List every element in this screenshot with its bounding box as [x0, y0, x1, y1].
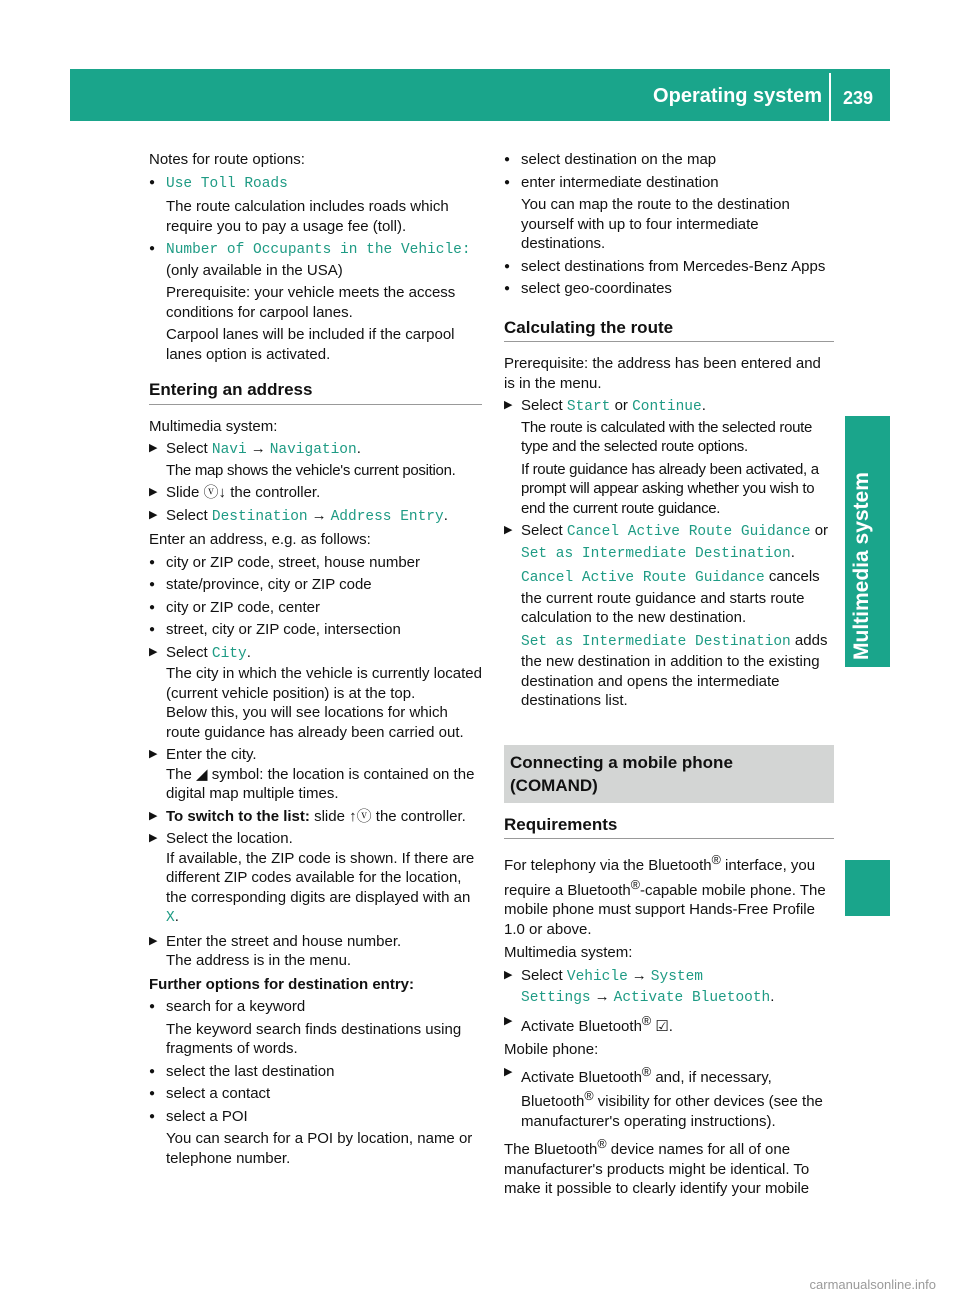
- menu-navigation: Navigation: [269, 442, 357, 458]
- option-note: (only available in the USA): [166, 261, 343, 279]
- option-use-toll-roads: Use Toll Roads: [166, 175, 288, 192]
- step-text: slide: [314, 807, 345, 825]
- step-text: visibility for other devices (see the manufacturer's operating instructions).: [521, 1093, 823, 1130]
- registered-mark: ®: [711, 853, 721, 867]
- controller-slide-down-icon: ⓥ↓: [203, 484, 227, 501]
- step-result: symbol: the location is contained on the digital map multiple times.: [166, 765, 475, 802]
- notes-title: Notes for route options:: [149, 151, 305, 168]
- list-item: [504, 173, 834, 254]
- heading-entering-an-address: Entering an address: [149, 380, 482, 405]
- menu-set-as-intermediate-destination: Set as Intermediate Destination: [521, 633, 791, 650]
- menu-system-settings: System Settings: [521, 968, 704, 1006]
- menu-activate-bluetooth: Activate Bluetooth: [613, 990, 771, 1006]
- menu-vehicle: Vehicle: [566, 968, 628, 985]
- step: ▶ Select the location. If available, the ZIP code is shown. If there are different ZIP codes available for the location, the corresponding digits are displayed with an X.: [149, 829, 482, 929]
- menu-set-as-intermediate-destination: Set as Intermediate Destination: [521, 545, 791, 562]
- multimedia-system-label: Multimedia system:: [504, 944, 633, 961]
- list-item: [149, 1107, 482, 1169]
- checkbox-checked-icon: ☑: [655, 1017, 669, 1035]
- step-text: Activate Bluetooth: [521, 1068, 642, 1086]
- menu-city: City: [211, 645, 247, 662]
- step: ▶ Select Cancel Active Route Guidance or Set as Intermediate Destination. Cancel Active Route Guidance cancels the current route guidance and starts route calculation to the new destination. Set as Intermediate Destination adds the new destination in addition to the existing destination and opens the intermediate destinations list.: [504, 521, 834, 711]
- list-item: ● city or ZIP code, center: [149, 598, 482, 618]
- step-text: or: [614, 397, 628, 414]
- registered-mark: ®: [641, 1013, 652, 1028]
- list-item: ● select a contact: [149, 1084, 482, 1104]
- step-result: The route is calculated with the selected route type and the selected route options.: [521, 418, 813, 455]
- paragraph-text: device names for all of one manufacturer's products might be identical. To make it possible to clearly identify your mobile: [504, 1141, 810, 1197]
- list-item: ● select the last destination: [149, 1062, 482, 1082]
- arrow-icon: →: [594, 988, 610, 1005]
- step-result: cancels the current route guidance and starts route calculation to the new destination.: [521, 568, 820, 626]
- step-text: Select: [521, 966, 563, 984]
- list-item: [149, 173, 482, 237]
- list-item: ● select destinations from Mercedes-Benz Apps: [504, 257, 834, 277]
- further-options-heading: Further options for destination entry:: [149, 975, 414, 993]
- step-text: Activate Bluetooth: [521, 1017, 642, 1035]
- step: ▶ Select Start or Continue. The route is calculated with the selected route type and the selected route options. If route guidance has already been activated, a prompt will appear asking whether you wish to end the current route guidance.: [504, 396, 834, 518]
- menu-destination: Destination: [211, 508, 308, 525]
- paragraph-text: interface, you require a Bluetooth: [504, 857, 816, 899]
- step: [149, 745, 482, 804]
- multimedia-system-label: Multimedia system:: [149, 417, 278, 435]
- list-item: [149, 997, 482, 1059]
- list-item-description: You can map the route to the destination yourself with up to four intermediate destinations.: [521, 196, 790, 252]
- step: [504, 1063, 834, 1132]
- menu-navi: Navi: [211, 442, 247, 458]
- step-text: Select: [166, 440, 208, 457]
- list-item: ● select destination on the map: [504, 150, 834, 170]
- option-description: Carpool lanes will be included if the carpool lanes option is activated.: [166, 326, 455, 363]
- menu-continue: Continue: [632, 399, 702, 415]
- list-item-description: You can search for a POI by location, name or telephone number.: [166, 1130, 473, 1167]
- paragraph-text: -capable mobile phone. The mobile phone must support Hands-Free Profile 1.0 or above.: [504, 881, 826, 938]
- step-text: Select: [166, 506, 208, 524]
- heading-requirements: Requirements: [504, 815, 834, 840]
- list-item: ● state/province, city or ZIP code: [149, 575, 482, 595]
- registered-mark: ®: [630, 877, 640, 892]
- option-prerequisite: Prerequisite: your vehicle meets the access conditions for carpool lanes.: [166, 284, 456, 321]
- registered-mark: ®: [597, 1137, 607, 1151]
- section-box: [504, 745, 834, 803]
- list-item-text: select a POI: [166, 1107, 248, 1125]
- step-result: If route guidance has already been activated, a prompt will appear asking whether you wish to end the current route guidance.: [521, 460, 819, 517]
- step: ▶ Select Destination → Address Entry.: [149, 506, 482, 528]
- step-text: Select: [166, 643, 208, 661]
- option-description: The route calculation includes roads which require you to pay a usage fee (toll).: [166, 198, 449, 235]
- section-subtitle: (COMAND): [510, 775, 598, 795]
- enter-address-intro: Enter an address, e.g. as follows:: [149, 531, 371, 548]
- step-text: the controller.: [230, 484, 321, 501]
- chapter-marker: [845, 860, 890, 916]
- menu-cancel-active-route-guidance: Cancel Active Route Guidance: [566, 524, 811, 540]
- registered-mark: ®: [641, 1064, 652, 1079]
- footer-url: carmanualsonline.info: [809, 1276, 936, 1292]
- step-result: The map shows the vehicle's current position.: [166, 461, 456, 479]
- list-item: ● street, city or ZIP code, intersection: [149, 620, 482, 640]
- step: [149, 932, 482, 971]
- left-column: [149, 150, 482, 1168]
- step-result: The: [166, 765, 192, 783]
- list-item: ● select geo-coordinates: [504, 279, 834, 299]
- step: [149, 807, 482, 827]
- step: ▶ Select City. The city in which the vehicle is currently located (current vehicle position) is at the top. Below this, you will see locations for which route guidance has already been carried out.: [149, 643, 482, 743]
- step: [149, 483, 482, 503]
- menu-address-entry: Address Entry: [330, 508, 444, 525]
- step-result: The address is in the menu.: [166, 952, 352, 969]
- controller-slide-up-icon: ↑ⓥ: [349, 807, 372, 825]
- list-item: ● city or ZIP code, street, house number: [149, 553, 482, 573]
- arrow-icon: →: [311, 506, 327, 524]
- step: ▶ Select Vehicle → System Settings → Activate Bluetooth.: [504, 966, 834, 1009]
- step: ▶ Select Navi → Navigation. The map shows the vehicle's current position.: [149, 439, 482, 480]
- step-label: To switch to the list:: [166, 807, 310, 825]
- option-number-of-occupants: Number of Occupants in the Vehicle:: [166, 242, 471, 258]
- heading-calculating-the-route: Calculating the route: [504, 318, 834, 343]
- step-text: Slide: [166, 484, 200, 501]
- arrow-icon: →: [631, 966, 647, 984]
- registered-mark: ®: [584, 1089, 594, 1103]
- multiple-location-icon: ◢: [196, 765, 208, 783]
- step: ▶ Activate Bluetooth® ☑.: [504, 1012, 834, 1037]
- paragraph-text: For telephony via the Bluetooth: [504, 857, 712, 874]
- menu-cancel-active-route-guidance: Cancel Active Route Guidance: [521, 570, 765, 586]
- list-item: [149, 239, 482, 364]
- step-text: and, if necessary, Bluetooth: [521, 1068, 772, 1110]
- list-item-text: enter intermediate destination: [521, 173, 719, 191]
- zip-digit-placeholder: X: [166, 910, 175, 926]
- list-item-text: search for a keyword: [166, 998, 306, 1015]
- step-result: Below this, you will see locations for which route guidance has already been carried out.: [166, 704, 464, 741]
- step-text: Enter the street and house number.: [166, 932, 402, 950]
- menu-start: Start: [566, 399, 611, 415]
- step-text: Enter the city.: [166, 746, 257, 763]
- arrow-icon: →: [250, 440, 266, 457]
- step-text: or: [814, 522, 829, 539]
- paragraph-text: The Bluetooth: [504, 1141, 598, 1158]
- step-text: the controller.: [375, 807, 466, 825]
- prerequisite: Prerequisite: the address has been entered and is in the menu.: [504, 355, 821, 392]
- device-names-paragraph: [504, 1135, 834, 1199]
- step-result: adds the new destination in addition to the existing destination and opens the intermediate destinations list.: [521, 631, 828, 709]
- telephony-paragraph: [504, 851, 834, 939]
- page-number: 239: [843, 88, 874, 108]
- section-title: Operating system: [653, 85, 822, 107]
- step-result: The city in which the vehicle is currently located (current vehicle position) is at the top.: [166, 665, 482, 702]
- right-column: [504, 150, 834, 1199]
- step-text: Select the location.: [166, 830, 293, 847]
- list-item-description: The keyword search finds destinations using fragments of words.: [166, 1020, 462, 1057]
- step-text: Select: [521, 397, 563, 414]
- step-text: Select: [521, 522, 563, 539]
- section-title: Connecting a mobile phone: [510, 752, 733, 772]
- mobile-phone-label: Mobile phone:: [504, 1041, 599, 1058]
- step-result: If available, the ZIP code is shown. If there are different ZIP codes available for the location, the corresponding digits are displayed with an: [166, 849, 475, 906]
- header-divider: [829, 73, 831, 121]
- chapter-tab-label: Multimedia system: [850, 472, 873, 660]
